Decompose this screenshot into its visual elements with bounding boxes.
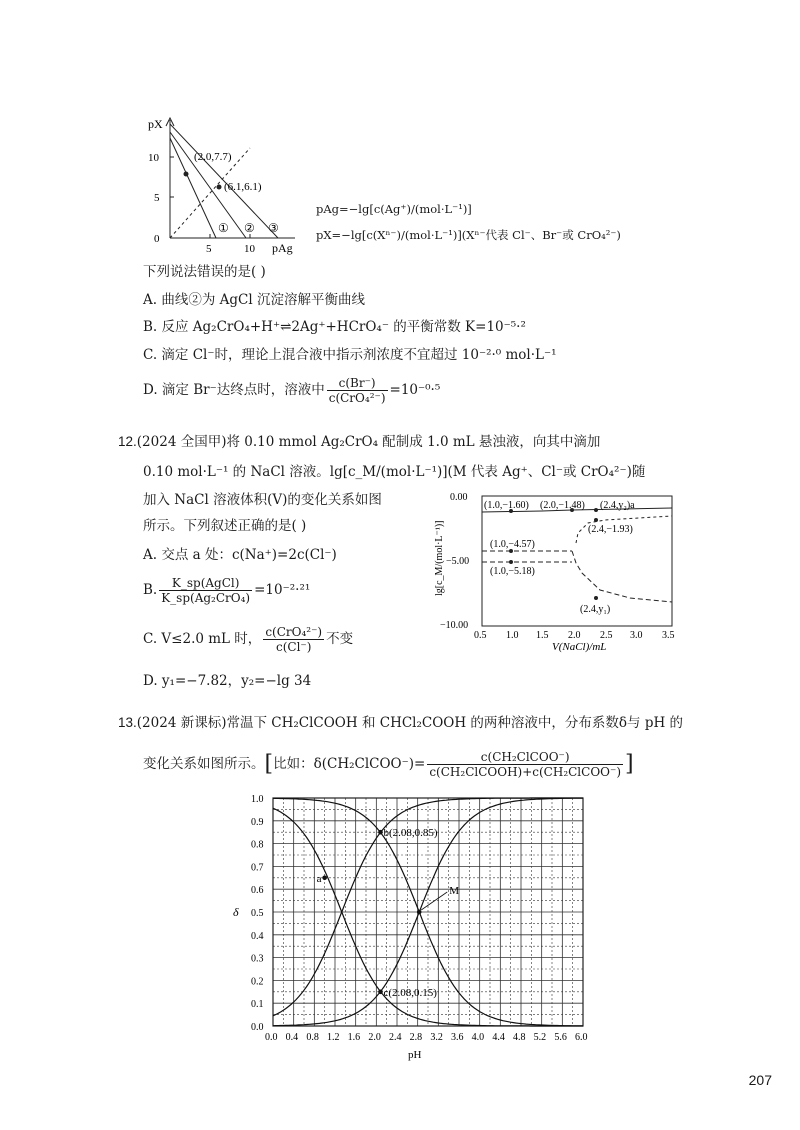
q12-line2: 0.10 mol·L⁻¹ 的 NaCl 溶液。lg[c_M/(mol·L⁻¹)](M 代表 Ag⁺、Cl⁻或 CrO₄²⁻)随	[143, 464, 646, 480]
q12-line1: 12.(2024 全国甲)将 0.10 mmol Ag₂CrO₄ 配制成 1.0 mL 悬浊液，向其中滴加	[118, 434, 601, 450]
q11-option-a: A. 曲线②为 AgCl 沉淀溶解平衡曲线	[143, 292, 365, 308]
fig2-chart	[430, 488, 685, 653]
fig3-point-label: M	[449, 885, 459, 897]
fig1-point-a	[184, 172, 189, 177]
fig2-point-a	[594, 508, 598, 512]
fig3-chart	[225, 788, 600, 1063]
fig2-label: (2.4,y₁)	[580, 604, 611, 615]
fig3-y-tick: 0.6	[251, 885, 264, 897]
fig2-label: (1.0,−4.57)	[490, 539, 535, 550]
fig1-curve-label: ③	[268, 221, 279, 235]
fig3-x-tick: 1.6	[347, 1032, 361, 1043]
fig3-x-label: pH	[408, 1049, 422, 1061]
fig3-y-tick: 0.2	[251, 976, 264, 988]
fig2-x-tick: 1.5	[536, 630, 549, 641]
fig1-curve-label: ①	[218, 221, 229, 235]
fig2-point	[594, 596, 598, 600]
fig3-x-tick: 3.2	[430, 1032, 443, 1043]
fig2-x-tick: 3.0	[630, 630, 643, 641]
fig2-label: (2.4,y₂)a	[600, 500, 635, 511]
fig3-x-tick: 0.8	[306, 1032, 319, 1043]
fig3-point	[417, 910, 422, 915]
fig3-x-tick: 3.6	[451, 1032, 464, 1043]
fig3-point-label: b(2.08,0.85)	[383, 827, 438, 840]
fig2-x-tick: 0.5	[474, 630, 487, 641]
fig3-y-tick: 0.8	[251, 839, 264, 851]
q12-option-a: A. 交点 a 处：c(Na⁺)=2c(Cl⁻)	[143, 547, 337, 563]
fig1-x-label: pAg	[272, 241, 293, 255]
fig3-y-tick: 0.9	[251, 816, 264, 828]
fig1-point-b-label: (6.1,6.1)	[224, 181, 262, 193]
fig2-curve-lower	[572, 551, 672, 602]
fig2-x-tick: 3.5	[662, 630, 675, 641]
fig3-x-tick: 1.2	[327, 1032, 340, 1043]
fig2-x-tick: 2.5	[600, 630, 613, 641]
fig2-point	[594, 518, 598, 522]
q12-option-b: B. $\frac{\text{K\_sp(AgCl)}}{\text{K\_sp(Ag₂CrO₄)}}$ =10⁻²·²¹	[143, 576, 311, 605]
fig3-leader-line	[421, 892, 447, 910]
fig2-label: (2.0,−1.48)	[540, 500, 585, 511]
fig3-y-tick: 1.0	[251, 794, 264, 805]
q11-stem: 下列说法错误的是( )	[143, 264, 266, 280]
fig3-points	[317, 827, 460, 999]
fig3-y-tick: 0.0	[251, 1022, 264, 1033]
fig1-y-tick: 5	[154, 192, 160, 204]
fig3-point	[378, 990, 383, 995]
fig1-formula-pag: pAg=−lg[c(Ag⁺)/(mol·L⁻¹)]	[316, 202, 472, 216]
fig2-y-tick: −5.00	[446, 556, 470, 567]
q12-option-c: C. V≤2.0 mL 时， $\frac{\text{c(CrO₄²⁻)}}{c(Cl^-)}$ 不变	[143, 625, 354, 654]
q13-line1: 13.(2024 新课标)常温下 CH₂ClCOOH 和 CHCl₂COOH 的两种溶液中，分布系数δ与 pH 的	[118, 715, 684, 731]
fig2-point	[509, 560, 513, 564]
fig1-chart	[140, 112, 315, 257]
fig3-x-tick: 4.8	[513, 1032, 526, 1043]
fig1-point-b	[217, 185, 222, 190]
fig2-x-label: V(NaCl)/mL	[552, 641, 607, 653]
fig1-x-tick: 5	[206, 243, 212, 255]
q12-option-d: D. y₁=−7.82，y₂=−lg 34	[143, 673, 312, 689]
fig2-label: (1.0,−5.18)	[490, 566, 535, 577]
fig3-point	[322, 876, 327, 881]
fig3-x-tick: 2.8	[409, 1032, 423, 1043]
fig3-y-label: δ	[233, 905, 239, 919]
fig3-x-tick: 6.0	[575, 1032, 588, 1043]
fig1-y-label: pX	[148, 117, 163, 131]
fig2-label: (2.4,−1.93)	[588, 524, 633, 535]
q11-option-b: B. 反应 Ag₂CrO₄+H⁺⇌2Ag⁺+HCrO₄⁻ 的平衡常数 K=10⁻⁵·²	[143, 319, 526, 335]
page-number: 207	[748, 1072, 772, 1088]
fig3-x-tick: 0.0	[265, 1032, 278, 1043]
fig3-y-tick: 0.4	[251, 930, 264, 942]
fig2-y-tick: −10.00	[440, 620, 469, 631]
fig3-x-tick: 4.4	[492, 1032, 505, 1043]
fig1-point-a-label: (2.0,7.7)	[194, 151, 232, 163]
fig3-x-tick: 0.4	[285, 1032, 299, 1043]
fig3-y-tick: 0.7	[251, 862, 264, 874]
fig1-y-tick: 0	[154, 233, 160, 245]
fig2-x-tick: 2.0	[568, 630, 581, 641]
fig3-x-tick: 2.0	[368, 1032, 381, 1043]
q11-option-d: D. 滴定 Br⁻达终点时，溶液中 $\frac{c(Br^-)}{\text{c(CrO₄²⁻)}}$ =10⁻⁰·⁵	[143, 376, 441, 405]
fig2-y-label: lg[c_M/(mol·L⁻¹)]	[434, 520, 445, 596]
fig2-x-tick: 1.0	[506, 630, 519, 641]
fig3-y-tick: 0.1	[251, 999, 264, 1011]
fig3-y-tick: 0.3	[251, 953, 264, 965]
fig3-point	[378, 830, 383, 835]
fig3-x-tick: 5.6	[554, 1032, 567, 1043]
q12-line3: 加入 NaCl 溶液体积(V)的变化关系如图	[143, 492, 382, 508]
q12-line4: 所示。下列叙述正确的是( )	[143, 518, 307, 534]
q13-line2: 变化关系如图所示。[比如：δ(CH₂ClCOO⁻)= $\frac{\text{c(CH₂ClCOO⁻)}}{\text{c(CH₂ClCOOH)+c(CH₂ClCOO⁻)}}$ ]	[143, 750, 634, 779]
fig3-point-label: c(2.08,0.15)	[383, 986, 437, 999]
fig3-y-tick: 0.5	[251, 908, 264, 919]
fig2-label: (1.0,−1.60)	[484, 500, 529, 511]
q11-option-c: C. 滴定 Cl⁻时，理论上混合液中指示剂浓度不宜超过 10⁻²·⁰ mol·L⁻¹	[143, 347, 557, 363]
fig3-x-tick: 2.4	[389, 1032, 402, 1043]
fig1-curve-label: ②	[244, 221, 255, 235]
fig2-y-tick: 0.00	[450, 492, 468, 503]
fig3-point-label: a	[316, 872, 322, 885]
fig1-formula-px: pX=−lg[c(Xⁿ⁻)/(mol·L⁻¹)](Xⁿ⁻代表 Cl⁻、Br⁻或 CrO₄²⁻)	[316, 228, 621, 242]
fig3-x-tick: 4.0	[471, 1032, 485, 1043]
fig1-y-tick: 10	[148, 152, 159, 164]
fig1-x-tick: 10	[244, 243, 255, 255]
fig3-x-tick: 5.2	[533, 1032, 547, 1043]
